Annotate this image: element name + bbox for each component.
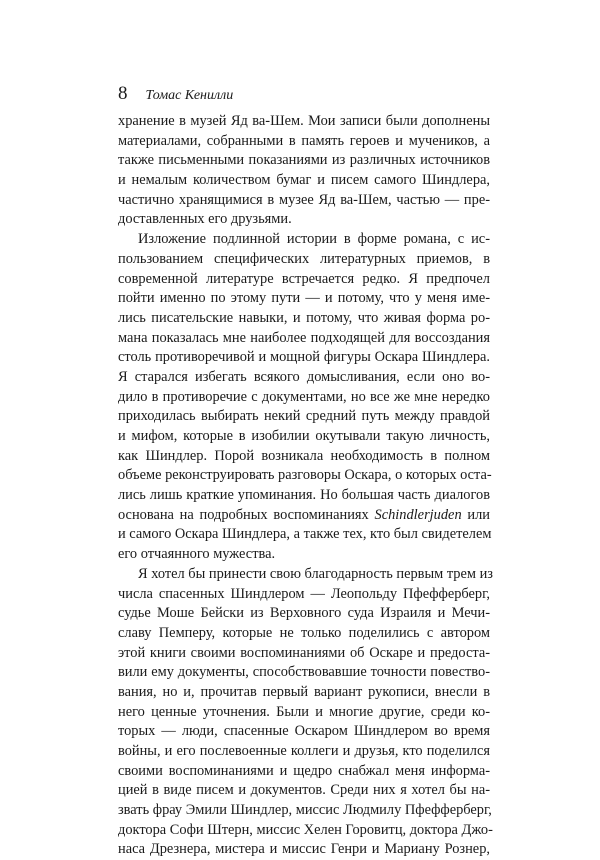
text-line-with-emphasis [118,506,490,526]
text-segment: или [461,506,490,523]
text-line: материалами, собранными в память героев и мучеников, а [118,132,490,149]
text-line: и немалым количеством бумаг и писем самого Шиндлера, [118,172,490,189]
text-line: числа спасенных Шиндлером — Леопольду Пфефферберг, [118,585,490,602]
text-line: лись лишь краткие упоминания. Но большая часть диалогов [118,487,490,504]
text-line: лись писательские навыки, и потому, что живая форма ро- [118,309,490,326]
text-line: также письменными показаниями из различных источников [118,152,490,169]
text-line: как Шиндлер. Порой возникала необходимость в полном [118,447,490,464]
text-line: пользованием специфических литературных приемов, в [118,250,490,267]
text-line: хранение в музей Яд ва-Шем. Мои записи были дополнены [118,113,490,129]
paragraph [118,230,490,565]
text-line: Изложение подлинной истории в форме романа, с ис- [138,231,490,248]
text-line: этой книги своими воспоминаниями об Оскаре и предоста- [118,644,490,661]
text-line: звать фрау Эмили Шиндлер, миссис Людмилу Пфефферберг, [118,802,492,819]
text-line: вили ему документы, способствовавшие точности повество- [118,664,490,681]
text-line: наса Дрезнера, мистера и миссис Генри и Мариану Рознер, [118,841,490,858]
text-line: войны, и его послевоенные коллеги и друзья, кто поделился [118,743,490,759]
text-line: Я старался избегать всякого домысливания, если оно во- [118,368,490,385]
text-line: приходилась выбирать некий средний путь между правдой [118,408,490,425]
text-line: доктора Софи Штерн, миссис Хелен Горовитц, доктора Джо- [118,821,493,838]
emphasis-word: Schindlerjuden [374,506,462,523]
text-line: славу Пемперу, которые не только поделились с автором [118,624,490,641]
text-line: столь противоречивой и мощной фигуры Оскара Шиндлера. [118,349,490,366]
paragraph [118,112,490,230]
text-line: Я хотел бы принести свою благодарность первым трем из [138,565,493,582]
text-line: торых — люди, спасенные Оскаром Шиндлером во время [118,723,490,740]
body-text [118,112,493,860]
text-line: вания, но и, прочитав первый вариант рукописи, внесли в [118,683,490,700]
text-line: пойти именно по этому пути — и потому, что у меня име- [118,290,490,307]
text-line: его отчаянного мужества. [118,546,276,563]
text-line: частично хранящимися в музее Яд ва-Шем, частью — пре- [118,191,490,208]
paragraph [118,565,493,860]
text-line: цией в виде писем и документов. Среди них я хотел бы на- [118,782,490,799]
text-line: современной литературе встречается редко. Я предпочел [118,270,490,287]
text-line: объеме реконструировать разговоры Оскара, о которых оста- [118,467,492,484]
text-line: судье Моше Бейски из Верховного суда Израиля и Мечи- [118,605,490,622]
page-number: 8 [118,83,128,104]
text-segment: основана на подробных воспоминаниях [118,506,369,523]
page-header [118,83,233,107]
text-line: доставленных его друзьями. [118,211,292,228]
text-line: дило в противоречие с документами, но все же мне нередко [118,388,490,405]
running-head-author: Томас Кенилли [145,88,234,103]
text-line: и самого Оскара Шиндлера, а также тех, кто был свидетелем [118,526,492,543]
text-line: мана показалась мне наиболее подходящей для воссоздания [118,329,490,346]
text-line: своими воспоминаниями и щедро снабжал меня информа- [118,762,490,779]
text-line: него ценные уточнения. Были и многие другие, среди ко- [118,703,490,720]
text-line: и мифом, которые в изобилии окутывали такую личность, [118,428,490,444]
